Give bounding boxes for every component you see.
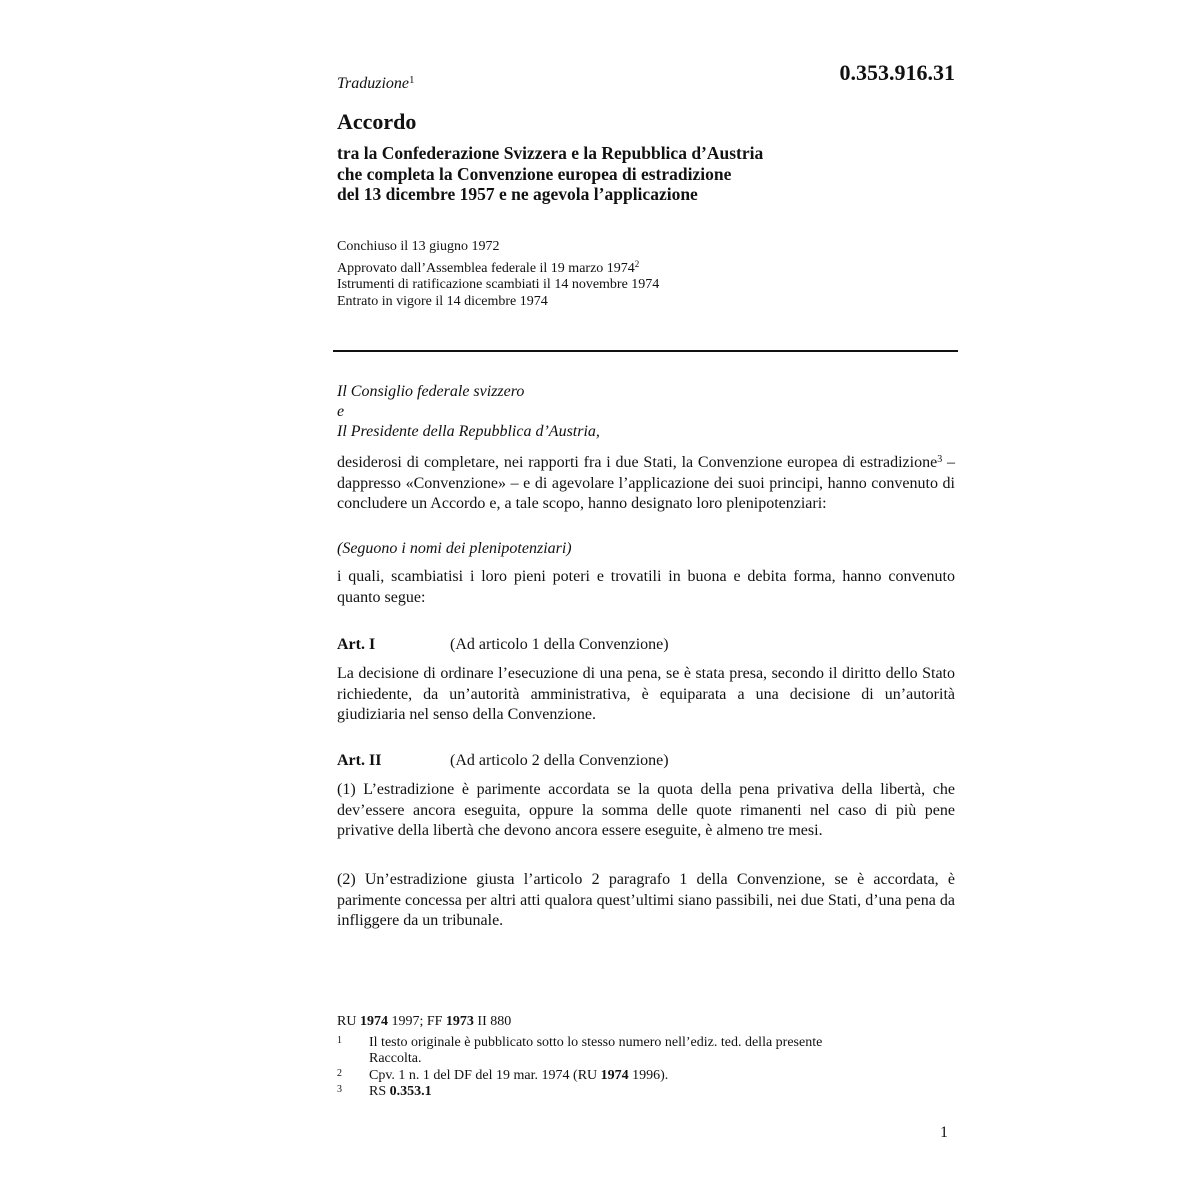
subtitle-line: tra la Confederazione Svizzera e la Repubblica d’Austria <box>337 143 764 163</box>
article-heading <box>337 752 669 770</box>
date-in-force: Entrato in vigore il 14 dicembre 1974 <box>337 293 548 309</box>
document-subtitle <box>337 143 957 205</box>
subtitle-line: del 13 dicembre 1957 e ne agevola l’applicazione <box>337 184 698 204</box>
plenipotentiaries-note: (Seguono i nomi dei plenipotenziari) <box>337 540 572 557</box>
document-title: Accordo <box>337 109 417 134</box>
article-title: (Ad articolo 2 della Convenzione) <box>450 752 669 769</box>
article-paragraph: La decisione di ordinare l’esecuzione di una pena, se è stata presa, secondo il diritto dello Stato richiedente, da un’autorità amministrativa, è equiparata a una decisione di un’autorità giudiziaria nel senso della Convenzione. <box>337 665 955 723</box>
date-ratification: Istrumenti di ratificazione scambiati il 14 novembre 1974 <box>337 277 660 292</box>
footnote-source: RU 1974 1997; FF 1973 II 880 <box>337 1014 512 1029</box>
translation-label: Traduzione$^1$ <box>337 74 415 92</box>
date-approved: Approvato dall’Assemblea federale il 19 marzo 1974$^2$ <box>337 258 640 276</box>
footnote-2: 2 Cpv. 1 n. 1 del DF del 19 mar. 1974 (RU 1974 1996). <box>337 1068 669 1083</box>
footnote-ref-1[interactable]: 1 <box>409 74 415 86</box>
article-number: Art. I <box>337 636 376 653</box>
page-number: 1 <box>940 1124 948 1141</box>
divider <box>333 350 958 352</box>
article-heading <box>337 636 669 654</box>
preamble-paragraph-1: desiderosi di completare, nei rapporti fra i due Stati, la Convenzione europea di estradizione$^3$ – dappresso «Convenzione» – e di agevolare l’applicazione dei suoi principi, hanno convenuto di concludere un Accordo e, a tale scopo, hanno designato loro plenipotenziari: <box>337 454 956 512</box>
sr-number: 0.353.916.31 <box>839 60 955 85</box>
preamble-paragraph-2: i quali, scambiatisi i loro pieni poteri e trovatili in buona e debita forma, hanno convenuto quanto segue: <box>337 568 955 606</box>
party-conjunction: e <box>337 403 345 420</box>
subtitle-line: che completa la Convenzione europea di estradizione <box>337 163 732 184</box>
footnote-ref-3[interactable]: 3 <box>937 454 943 465</box>
enactment-dates <box>337 239 957 310</box>
party-1: Il Consiglio federale svizzero <box>337 383 525 400</box>
preamble-parties <box>337 382 600 442</box>
article-title: (Ad articolo 1 della Convenzione) <box>450 636 669 653</box>
date-concluded: Conchiuso il 13 giugno 1972 <box>337 239 500 254</box>
article-paragraph: (2) Un’estradizione giusta l’articolo 2 paragrafo 1 della Convenzione, se è accordata, è parimente concessa per altri atti qualora quest’ultimi siano passibili, nei due Stati, d’una pena da infliggere da un tribunale. <box>337 871 955 929</box>
article-number: Art. II <box>337 752 382 769</box>
article-paragraph: (1) L’estradizione è parimente accordata se la quota della pena privativa della libertà, che dev’essere ancora eseguita, oppure la somma delle quote rimanenti nel caso di più pene privative della libertà che devono ancora essere eseguite, è almeno tre mesi. <box>337 781 955 839</box>
footnote-1: 1 Il testo originale è pubblicato sotto lo stesso numero nell’ediz. ted. della presente Raccolta. <box>337 1035 823 1066</box>
party-2: Il Presidente della Repubblica d’Austria, <box>337 423 600 440</box>
footnote-3: 3 RS 0.353.1 <box>337 1084 432 1099</box>
footnote-ref-2[interactable]: 2 <box>634 258 640 269</box>
